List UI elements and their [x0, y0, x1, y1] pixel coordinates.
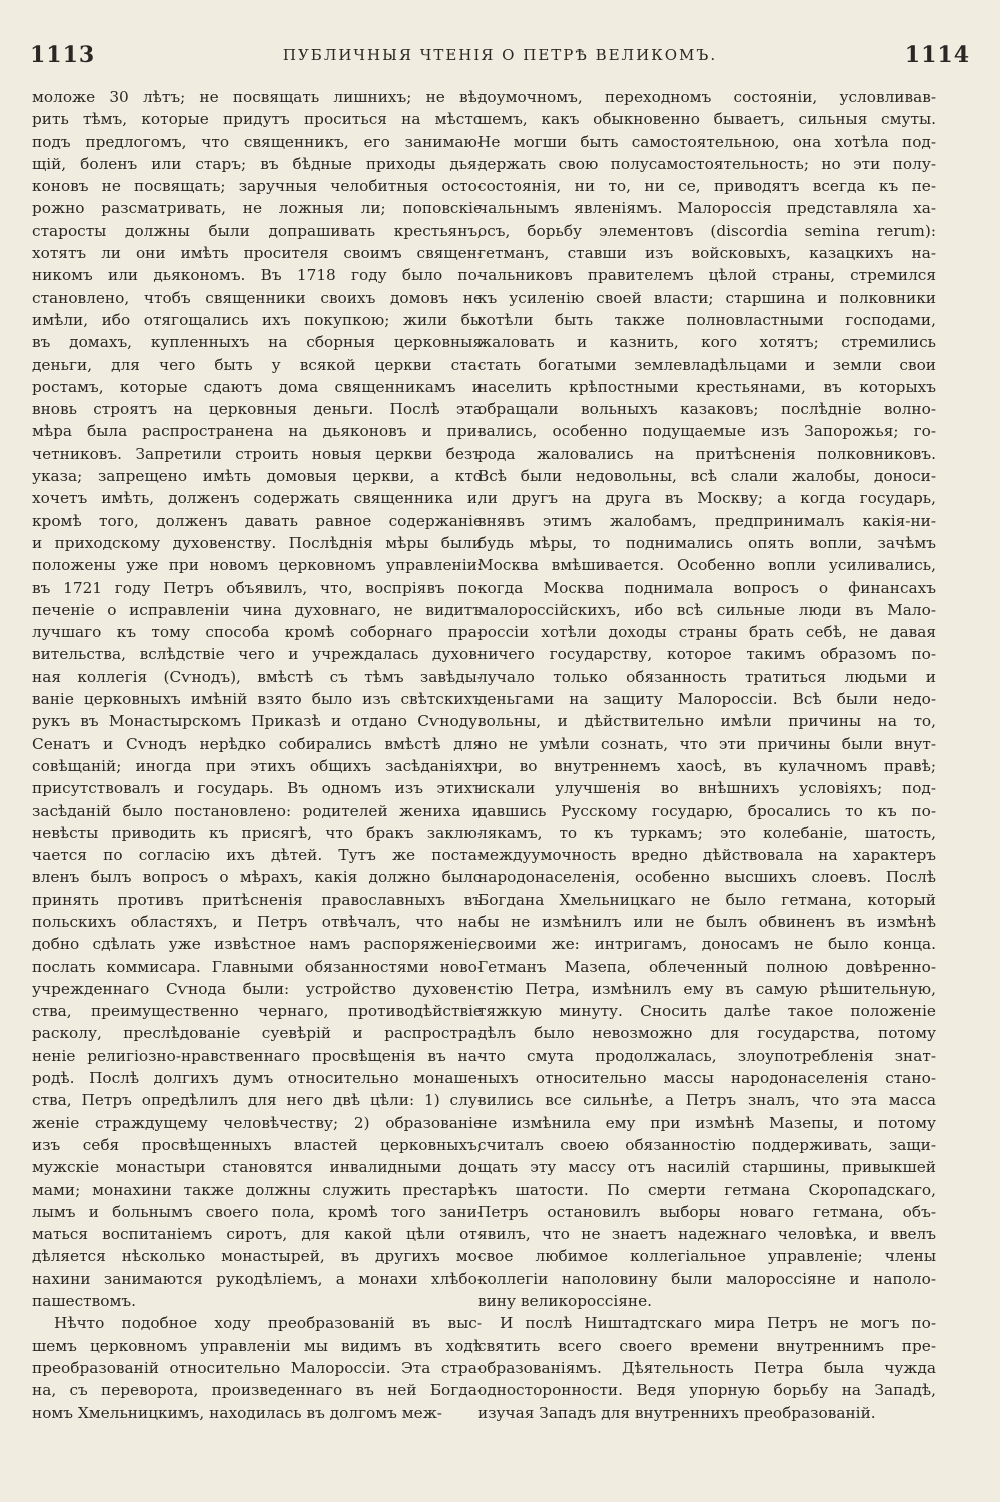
page-number-left: 1113 [30, 42, 96, 68]
text-line: когда Москва поднимала вопросъ о финансахъ [478, 578, 936, 597]
left-column [32, 86, 482, 1424]
text-line: шемъ церковномъ управленіи мы видимъ въ ходѣ [32, 1336, 482, 1355]
text-line: явилъ, что не знаетъ надежнаго человѣка, и ввелъ [478, 1225, 936, 1244]
text-line: но не умѣли сознать, что эти причины были внут- [478, 734, 936, 753]
text-line: хотѣли быть также полновластными господами, [478, 310, 936, 329]
text-line: хотятъ ли они имѣть просителя своимъ священ- [32, 244, 482, 263]
text-line: добно сдѣлать уже извѣстное намъ распоряженіе, [32, 935, 482, 954]
text-line: чальнымъ явленіямъ. Малороссія представляла ха- [478, 199, 936, 218]
text-line: рода жаловались на притѣсненія полковниковъ. [478, 444, 936, 463]
text-line: ства, преимущественно чернаго, противодѣйствіе [32, 1002, 482, 1021]
text-line: бы не измѣнилъ или не былъ обвиненъ въ измѣнѣ [478, 912, 936, 931]
text-line: свое любимое коллегіальное управленіе; члены [478, 1247, 936, 1266]
text-line: жаловать и казнить, кого хотятъ; стремились [478, 333, 936, 352]
text-line: рить тѣмъ, которые придутъ проситься на мѣсто [32, 110, 482, 129]
text-line: Богдана Хмельницкаго не было гетмана, который [478, 890, 936, 909]
text-line: ваніе церковныхъ имѣній взято было изъ свѣтскихъ [32, 690, 482, 709]
text-line: ростамъ, которые сдаютъ дома священникамъ и [32, 377, 482, 396]
text-line: учрежденнаго Сѵнода были: устройство духовен- [32, 979, 482, 998]
text-line: преобразованій относительно Малороссіи. Эта стра- [32, 1358, 482, 1377]
text-line: давшись Русскому государю, бросались то къ по- [478, 801, 936, 820]
text-line: лякамъ, то къ туркамъ; это колебаніе, шатость, [478, 823, 936, 842]
text-line: становлено, чтобъ священники своихъ домовъ не [32, 288, 482, 307]
text-line: польскихъ областяхъ, и Петръ отвѣчалъ, что на- [32, 912, 482, 931]
text-line: Петръ остановилъ выборы новаго гетмана, объ- [478, 1202, 936, 1221]
text-line: неніе религіозно-нравственнаго просвѣщенія въ на- [32, 1046, 482, 1065]
text-line: лучало только обязанность тратиться людьми и [478, 667, 936, 686]
text-line: ства, Петръ опредѣлилъ для него двѣ цѣли: 1) слу- [32, 1091, 482, 1110]
text-line: ри, во внутреннемъ хаосѣ, въ кулачномъ правѣ; [478, 756, 936, 775]
text-line: Сенатъ и Сѵнодъ нерѣдко собирались вмѣстѣ для [32, 734, 482, 753]
text-line: ная коллегія (Сѵнодъ), вмѣстѣ съ тѣмъ завѣды- [32, 667, 482, 686]
text-line: въ домахъ, купленныхъ на сборныя церковныя [32, 333, 482, 352]
text-line: рукъ въ Монастырскомъ Приказѣ и отдано Сѵноду. [32, 712, 482, 731]
text-line: дѣлъ было невозможно для государства, потому [478, 1024, 936, 1043]
text-line: образованіямъ. Дѣятельность Петра была чужда [478, 1358, 936, 1377]
text-line: доумочномъ, переходномъ состояніи, условливав- [478, 88, 936, 106]
text-line: хочетъ имѣть, долженъ содержать священника и, [32, 489, 482, 508]
text-line: деньгами на защиту Малороссіи. Всѣ были недо- [478, 690, 936, 709]
text-line: Гетманъ Мазепа, облеченный полною довѣренно- [478, 957, 936, 976]
text-line: рожно разсматривать, не ложныя ли; поповскіе [32, 199, 482, 218]
text-line: малороссійскихъ, ибо всѣ сильные люди въ Мало- [478, 600, 936, 619]
text-line: шемъ, какъ обыкновенно бываетъ, сильныя смуты. [478, 110, 936, 129]
text-line: чается по согласію ихъ дѣтей. Тутъ же поста- [32, 846, 482, 865]
text-line: и приходскому духовенству. Послѣднія мѣры были [32, 533, 482, 552]
text-line: мами; монахини также должны служить престарѣ- [32, 1180, 482, 1199]
text-line: указа; запрещено имѣть домовыя церкви, а кто [32, 467, 482, 486]
text-line: номъ Хмельницкимъ, находилась въ долгомъ меж- [32, 1403, 442, 1422]
text-line: дѣляется нѣсколько монастырей, въ другихъ мо- [32, 1247, 482, 1266]
text-line: вались, особенно подущаемые изъ Запорожья; го- [478, 422, 936, 441]
text-line: нахини занимаются рукодѣліемъ, а монахи хлѣбо- [32, 1269, 482, 1288]
text-line: коллегіи наполовину были малороссіяне и наполо- [478, 1269, 936, 1288]
text-line: засѣданій было постановлено: родителей жениха и [32, 801, 482, 820]
text-line: лучшаго къ тому способа кромѣ соборнаго пра- [32, 623, 482, 642]
right-column [478, 86, 936, 1424]
text-line: искали улучшенія во внѣшнихъ условіяхъ; под- [478, 779, 936, 798]
text-line: Москва вмѣшивается. Особенно вопли усиливались, [478, 556, 936, 575]
text-line: россіи хотѣли доходы страны брать себѣ, не давая [478, 623, 936, 642]
text-line: вленъ былъ вопросъ о мѣрахъ, какія должно было [32, 868, 482, 887]
text-line: женіе страждущему человѣчеству; 2) образованіе [32, 1113, 482, 1132]
text-line: къ усиленію своей власти; старшина и полковники [478, 288, 936, 307]
text-line: щать эту массу отъ насилій старшины, привыкшей [478, 1158, 936, 1177]
text-line: изучая Западъ для внутреннихъ преобразованій. [478, 1403, 876, 1422]
text-line: населить крѣпостными крестьянами, въ которыхъ [478, 377, 936, 396]
text-line: состоянія, ни то, ни се, приводятъ всегда къ пе- [478, 177, 936, 196]
text-line: лымъ и больнымъ своего пола, кромѣ того зани- [32, 1202, 482, 1221]
text-line: пашествомъ. [32, 1292, 136, 1311]
text-line: Нѣчто подобное ходу преобразованій въ выс- [54, 1314, 482, 1333]
text-line: вновь строятъ на церковныя деньги. Послѣ эта [32, 400, 482, 419]
page-number-right: 1114 [904, 42, 970, 68]
text-line: не измѣнила ему при измѣнѣ Мазепы, и потому [478, 1113, 936, 1132]
text-line: вину великороссіяне. [478, 1292, 653, 1311]
text-line: стію Петра, измѣнилъ ему въ самую рѣшительную, [478, 979, 936, 998]
text-line: народонаселенія, особенно высшихъ слоевъ. Послѣ [478, 868, 936, 887]
text-line: вительства, вслѣдствіе чего и учреждалась духов- [32, 645, 482, 664]
text-line: Всѣ были недовольны, всѣ слали жалобы, доноси- [478, 467, 936, 486]
text-line: тяжкую минуту. Сносить далѣе такое положеніе [478, 1002, 936, 1021]
text-line: печеніе о исправленіи чина духовнаго, не видитъ [32, 600, 482, 619]
text-line: внявъ этимъ жалобамъ, предпринималъ какія-ни- [478, 511, 936, 530]
text-line: совѣщаній; иногда при этихъ общихъ засѣданіяхъ [32, 756, 482, 775]
text-line: расколу, преслѣдованіе суевѣрій и распростра- [32, 1024, 482, 1043]
text-line: къ шатости. По смерти гетмана Скоропадскаго, [478, 1180, 936, 1199]
text-line: присутствовалъ и государь. Въ одномъ изъ этихъ [32, 779, 482, 798]
text-line: подъ предлогомъ, что священникъ, его занимаю- [32, 132, 482, 151]
text-line: послать коммисара. Главными обязанностями ново- [32, 957, 482, 976]
text-line: на, съ переворота, произведеннаго въ ней Богда- [32, 1381, 482, 1400]
text-line: деньги, для чего быть у всякой церкви ста- [32, 355, 482, 374]
page-header [30, 40, 970, 70]
text-line: своими же: интригамъ, доносамъ не было конца. [478, 935, 936, 954]
text-line: осъ, борьбу элементовъ (discordia semina rerum): [478, 221, 936, 240]
text-line: Не могши быть самостоятельною, она хотѣла под- [478, 132, 936, 151]
text-line: односторонности. Ведя упорную борьбу на Западѣ, [478, 1381, 936, 1400]
text-line: мѣра была распространена на дьяконовъ и при- [32, 422, 482, 441]
text-line: родѣ. Послѣ долгихъ думъ относительно монаше- [32, 1069, 482, 1088]
text-line: чальниковъ правителемъ цѣлой страны, стремился [478, 266, 936, 285]
text-line: что смута продолжалась, злоупотребленія знат- [478, 1046, 936, 1065]
running-title: ПУБЛИЧНЫЯ ЧТЕНІЯ О ПЕТРѢ ВЕЛИКОМЪ. [282, 46, 718, 64]
text-line: невѣсты приводить къ присягѣ, что бракъ заклю- [32, 823, 482, 842]
text-line: И послѣ Ништадтскаго мира Петръ не могъ по- [500, 1314, 936, 1333]
text-line: считалъ своею обязанностію поддерживать, защи- [478, 1135, 936, 1154]
text-line: моложе 30 лѣтъ; не посвящать лишнихъ; не вѣ- [32, 88, 482, 106]
text-line: принять противъ притѣсненія православныхъ въ [32, 890, 482, 909]
text-line: коновъ не посвящать; заручныя челобитныя осто- [32, 177, 482, 196]
text-line: въ 1721 году Петръ объявилъ, что, воспріявъ по- [32, 578, 482, 597]
text-line: имѣли, ибо отягощались ихъ покупкою; жили бы [32, 310, 482, 329]
text-line: ничего государству, которое такимъ образомъ по- [478, 645, 936, 664]
text-line: стать богатыми землевладѣльцами и земли свои [478, 355, 936, 374]
text-line: обращали вольныхъ казаковъ; послѣдніе волно- [478, 400, 936, 419]
text-line: кромѣ того, долженъ давать равное содержаніе [32, 511, 482, 530]
text-line: вились все сильнѣе, а Петръ зналъ, что эта масса [478, 1091, 936, 1110]
text-line: гетманъ, ставши изъ войсковыхъ, казацкихъ на- [478, 244, 936, 263]
text-line: щій, боленъ или старъ; въ бѣдные приходы дья- [32, 154, 482, 173]
text-line: междуумочность вредно дѣйствовала на характеръ [478, 846, 936, 865]
text-line: положены уже при новомъ церковномъ управленіи: [32, 556, 482, 575]
text-line: вольны, и дѣйствительно имѣли причины на то, [478, 712, 936, 731]
text-line: четниковъ. Запретили строить новыя церкви безъ [32, 444, 482, 463]
text-line: будь мѣры, то поднимались опять вопли, зачѣмъ [478, 533, 936, 552]
text-line: ныхъ относительно массы народонаселенія стано- [478, 1069, 936, 1088]
text-line: мужскіе монастыри становятся инвалидными до- [32, 1158, 482, 1177]
text-line: никомъ или дьякономъ. Въ 1718 году было по- [32, 266, 482, 285]
text-line: святить всего своего времени внутреннимъ пре- [478, 1336, 936, 1355]
text-line: ли другъ на друга въ Москву; а когда государь, [478, 489, 936, 508]
text-line: маться воспитаніемъ сиротъ, для какой цѣли от- [32, 1225, 482, 1244]
text-line: старосты должны были допрашивать крестьянъ, [32, 221, 482, 240]
text-line: держать свою полусамостоятельность; но эти полу- [478, 154, 936, 173]
text-line: изъ себя просвѣщенныхъ властей церковныхъ; [32, 1135, 482, 1154]
